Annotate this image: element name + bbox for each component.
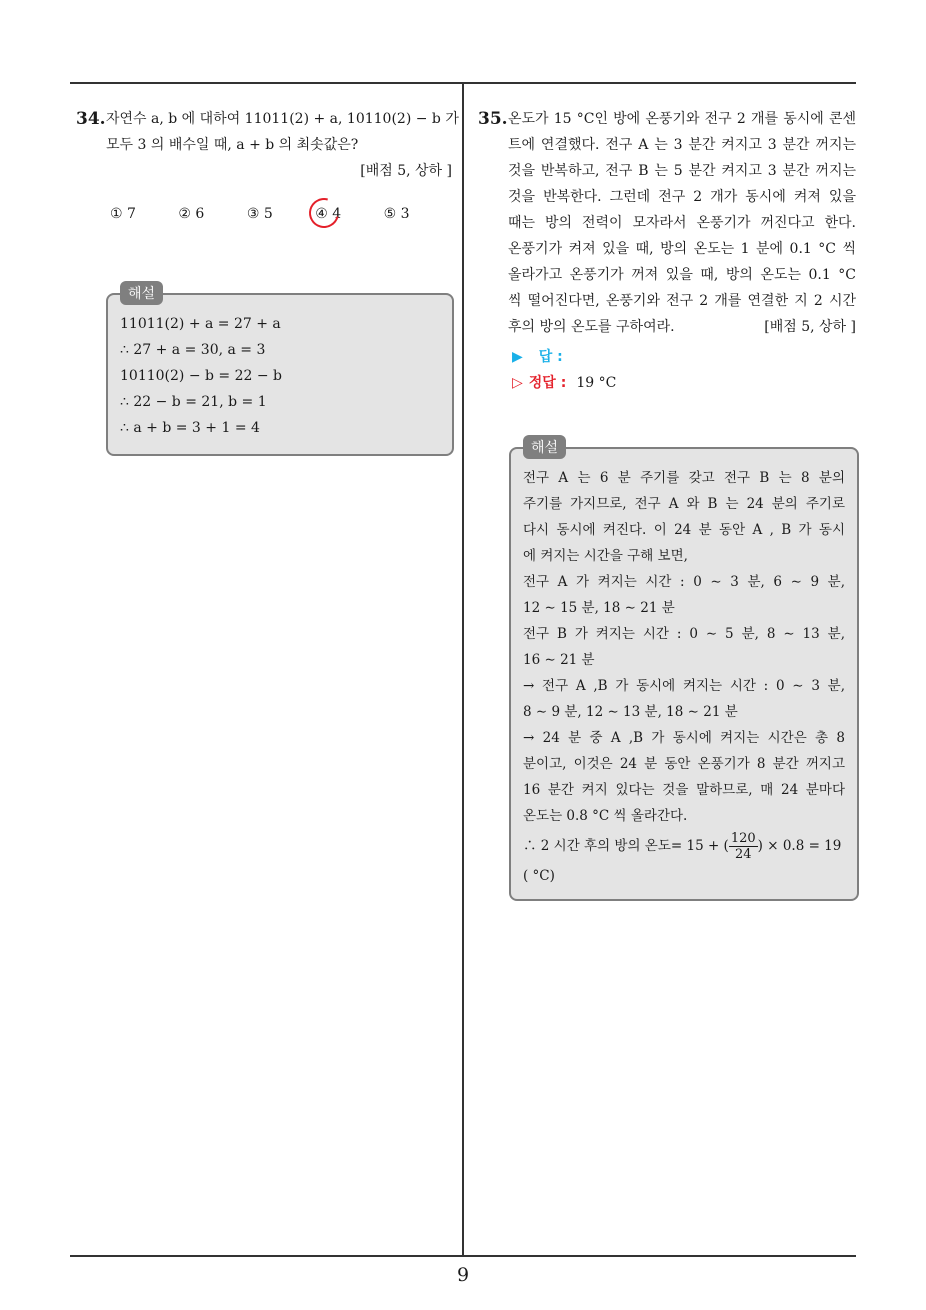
answer-triangle-icon: ▶ bbox=[512, 349, 523, 365]
correct-answer-row bbox=[512, 370, 858, 396]
answer-label: 답 : bbox=[538, 349, 563, 365]
question-line: 온도가 15 °C인 방에 온풍기와 전구 2 개를 동시에 콘센 bbox=[508, 111, 856, 127]
solution-line: 에 켜지는 시간을 구해 보면, bbox=[523, 548, 688, 564]
choice-5[interactable]: ⑤ 3 bbox=[383, 206, 410, 222]
solution-line: 8 ∼ 9 분, 12 ∼ 13 분, 18 ∼ 21 분 bbox=[523, 704, 738, 720]
question-line-1: 자연수 a, b 에 대하여 11011(2) + a, 10110(2) − b 가 bbox=[106, 111, 459, 127]
question-line: 올라가고 온풍기가 꺼져 있을 때, 방의 온도는 0.1 °C bbox=[508, 267, 856, 283]
fraction-denominator: 24 bbox=[734, 847, 752, 862]
correct-answer-label: 정답 : bbox=[528, 375, 567, 391]
question-line: 때는 방의 전력이 모자라서 온풍기가 꺼진다고 한다. bbox=[508, 215, 856, 231]
question-number: 34. bbox=[76, 109, 106, 129]
answer-row bbox=[512, 344, 858, 370]
fraction bbox=[729, 831, 758, 862]
bottom-rule bbox=[70, 1255, 856, 1257]
choice-4[interactable] bbox=[315, 206, 383, 222]
correct-answer-value: 19 °C bbox=[576, 375, 617, 391]
question-number: 35. bbox=[478, 109, 508, 129]
final-prefix: ∴ 2 시간 후의 방의 온도= 15 + ( bbox=[523, 838, 729, 854]
solution-line: ∴ 27 + a = 30, a = 3 bbox=[120, 342, 266, 358]
question-text bbox=[508, 106, 856, 340]
question-line: 후의 방의 온도를 구하여라. bbox=[508, 319, 675, 335]
solution-body bbox=[108, 295, 452, 441]
solution-line: ∴ a + b = 3 + 1 = 4 bbox=[120, 420, 260, 436]
answer-choices bbox=[110, 206, 452, 222]
solution-line: 11011(2) + a = 27 + a bbox=[120, 316, 281, 332]
final-suffix: ) × 0.8 = 19 bbox=[757, 838, 842, 854]
score-label: [배점 5, 상하 ] bbox=[764, 319, 856, 335]
solution-line: 주기를 가지므로, 전구 A 와 B 는 24 분의 주기로 bbox=[523, 496, 845, 512]
question-line: 트에 연결했다. 전구 A 는 3 분간 켜지고 3 분간 꺼지는 bbox=[508, 137, 856, 153]
column-divider bbox=[462, 83, 464, 1256]
solution-body bbox=[511, 449, 857, 889]
solution-final-line bbox=[523, 829, 845, 863]
choice-1[interactable]: ① 7 bbox=[110, 206, 136, 222]
question-line: 씩 떨어진다면, 온풍기와 전구 2 개를 연결한 지 2 시간 bbox=[508, 293, 856, 309]
solution-line: 전구 A 는 6 분 주기를 갖고 전구 B 는 8 분의 bbox=[523, 470, 845, 486]
solution-box-35 bbox=[509, 440, 859, 901]
solution-box-34 bbox=[106, 286, 454, 456]
correct-triangle-icon: ▷ bbox=[512, 375, 523, 391]
solution-line: 10110(2) − b = 22 − b bbox=[120, 368, 282, 384]
solution-unit: ( °C) bbox=[523, 868, 555, 884]
selected-circle-icon bbox=[304, 193, 345, 234]
score-label: [배점 5, 상하 ] bbox=[360, 163, 452, 179]
page-number: 9 bbox=[456, 1264, 470, 1286]
solution-line: 분이고, 이것은 24 분 동안 온풍기가 8 분간 꺼지고 bbox=[523, 756, 845, 772]
question-line: 것을 반복한다. 그런데 전구 2 개가 동시에 켜져 있을 bbox=[508, 189, 856, 205]
solution-line: 12 ∼ 15 분, 18 ∼ 21 분 bbox=[523, 600, 675, 616]
solution-tab: 해설 bbox=[523, 435, 566, 459]
solution-tab: 해설 bbox=[120, 281, 163, 305]
question-last-line bbox=[508, 314, 856, 340]
choice-4-label: ④ 4 bbox=[315, 206, 342, 222]
question-34 bbox=[76, 106, 459, 222]
solution-line: 16 ∼ 21 분 bbox=[523, 652, 595, 668]
solution-line: ∴ 22 − b = 21, b = 1 bbox=[120, 394, 267, 410]
question-35 bbox=[478, 106, 858, 396]
solution-line: → 24 분 중 A ,B 가 동시에 켜지는 시간은 총 8 bbox=[523, 730, 845, 746]
solution-line: 온도는 0.8 °C 씩 올라간다. bbox=[523, 808, 688, 824]
solution-line: → 전구 A ,B 가 동시에 켜지는 시간 : 0 ∼ 3 분, bbox=[523, 678, 845, 694]
question-line-2: 모두 3 의 배수일 때, a + b 의 최솟값은? bbox=[106, 137, 359, 153]
solution-line: 16 분간 켜지 있다는 것을 말하므로, 매 24 분마다 bbox=[523, 782, 845, 798]
question-line: 온풍기가 켜져 있을 때, 방의 온도는 1 분에 0.1 °C 씩 bbox=[508, 241, 856, 257]
fraction-numerator: 120 bbox=[730, 831, 756, 846]
solution-line: 전구 B 가 켜지는 시간 : 0 ∼ 5 분, 8 ∼ 13 분, bbox=[523, 626, 845, 642]
solution-line: 다시 동시에 켜진다. 이 24 분 동안 A , B 가 동시 bbox=[523, 522, 845, 538]
solution-line: 전구 A 가 켜지는 시간 : 0 ∼ 3 분, 6 ∼ 9 분, bbox=[523, 574, 845, 590]
question-line: 것을 반복하고, 전구 B 는 5 분간 켜지고 3 분간 꺼지는 bbox=[508, 163, 856, 179]
choice-2[interactable]: ② 6 bbox=[178, 206, 205, 222]
question-text bbox=[106, 106, 459, 158]
choice-3[interactable]: ③ 5 bbox=[246, 206, 273, 222]
